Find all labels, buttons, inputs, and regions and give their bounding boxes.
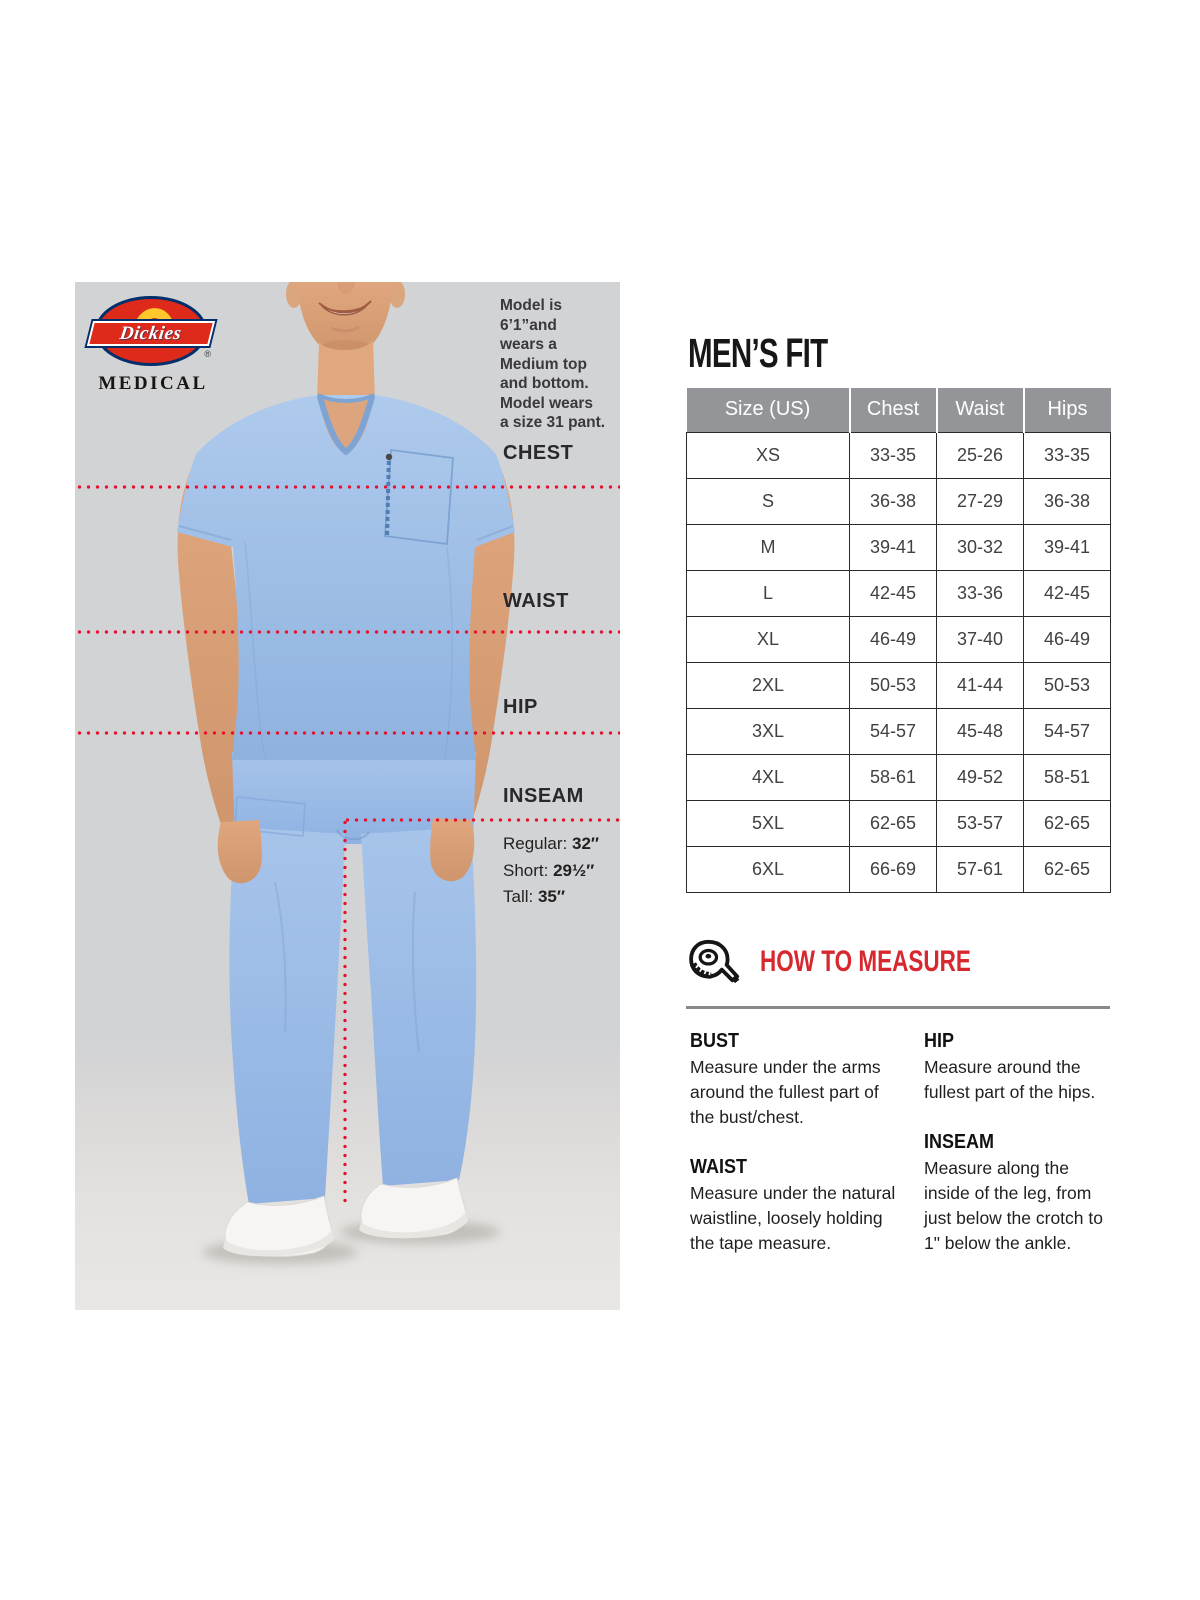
measurement-cell: 50-53 — [1024, 662, 1111, 708]
size-cell: 4XL — [687, 754, 850, 800]
measurement-cell: 30-32 — [937, 524, 1024, 570]
waist-label: WAIST — [503, 590, 569, 612]
brand-block — [95, 296, 211, 395]
inseam-vertical-dotted-line — [343, 818, 347, 1206]
model-note-line: Model wears — [500, 394, 594, 412]
inseam-length-options — [503, 831, 599, 911]
chest-dotted-line — [75, 485, 620, 489]
size-cell: 6XL — [687, 846, 850, 892]
size-table-body — [687, 432, 1111, 892]
measurement-cell: 33-35 — [850, 432, 937, 478]
table-row — [687, 570, 1111, 616]
measure-description: Measure under the arms around the fullest part of the bust/chest. — [690, 1057, 881, 1127]
model-photo-panel — [75, 282, 620, 1310]
measurement-cell: 62-65 — [1024, 846, 1111, 892]
measurement-cell: 46-49 — [850, 616, 937, 662]
table-row — [687, 616, 1111, 662]
measurement-cell: 27-29 — [937, 478, 1024, 524]
table-row — [687, 478, 1111, 524]
waist-dotted-line — [75, 630, 620, 634]
measure-term: BUST — [690, 1030, 740, 1052]
table-row — [687, 754, 1111, 800]
measurement-cell: 33-36 — [937, 570, 1024, 616]
inseam-label: INSEAM — [503, 785, 584, 807]
measurement-cell: 53-57 — [937, 800, 1024, 846]
column-header: Waist — [937, 388, 1024, 432]
model-note-line: wears a — [500, 336, 557, 353]
measure-instruction — [690, 1156, 920, 1256]
logo-banner — [87, 321, 215, 346]
model-note-line: Model is — [500, 297, 563, 314]
size-cell: XL — [687, 616, 850, 662]
size-table — [686, 388, 1111, 893]
measurement-cell: 46-49 — [1024, 616, 1111, 662]
size-cell: S — [687, 478, 850, 524]
size-cell: 2XL — [687, 662, 850, 708]
table-row — [687, 524, 1111, 570]
table-row — [687, 708, 1111, 754]
measurement-cell: 39-41 — [1024, 524, 1111, 570]
inseam-option: Regular: 32″ — [503, 834, 600, 853]
measure-term: WAIST — [690, 1156, 748, 1178]
section-divider — [686, 1006, 1110, 1009]
measurement-cell: 39-41 — [850, 524, 937, 570]
model-note-line: 6’1”and — [500, 316, 557, 334]
measure-instruction — [924, 1030, 1114, 1105]
measure-term: HIP — [924, 1030, 955, 1052]
model-note-line: and bottom. — [500, 375, 589, 392]
hip-label: HIP — [503, 696, 538, 718]
measurement-cell: 62-65 — [1024, 800, 1111, 846]
measure-instruction — [924, 1131, 1114, 1256]
size-table-header — [687, 388, 1111, 432]
measurement-cell: 50-53 — [850, 662, 937, 708]
hip-dotted-line — [75, 731, 620, 735]
measurement-cell: 25-26 — [937, 432, 1024, 478]
measure-description: Measure along the inside of the leg, from just below the crotch to 1" below the ankle. — [924, 1158, 1103, 1253]
measurement-cell: 58-61 — [850, 754, 937, 800]
table-row — [687, 800, 1111, 846]
measure-term: INSEAM — [924, 1131, 995, 1153]
measurement-cell: 36-38 — [1024, 478, 1111, 524]
model-note-line: a size 31 pant. — [500, 414, 606, 431]
measure-column-right — [924, 1030, 1114, 1282]
how-to-measure-header — [688, 938, 1041, 986]
measurement-cell: 58-51 — [1024, 754, 1111, 800]
size-cell: M — [687, 524, 850, 570]
chest-label: CHEST — [503, 442, 574, 464]
measurement-cell: 36-38 — [850, 478, 937, 524]
size-cell: 3XL — [687, 708, 850, 754]
measurement-cell: 49-52 — [937, 754, 1024, 800]
measurement-cell: 33-35 — [1024, 432, 1111, 478]
logo-wordmark: Dickies — [118, 322, 184, 344]
measurement-cell: 45-48 — [937, 708, 1024, 754]
column-header: Hips — [1024, 388, 1111, 432]
measurement-cell: 57-61 — [937, 846, 1024, 892]
fit-panel-title: MEN’S FIT — [688, 330, 828, 376]
size-cell: 5XL — [687, 800, 850, 846]
measurement-cell: 42-45 — [1024, 570, 1111, 616]
table-row — [687, 846, 1111, 892]
size-cell: L — [687, 570, 850, 616]
column-header: Chest — [850, 388, 937, 432]
registered-trademark: ® — [204, 349, 211, 359]
measurement-cell: 54-57 — [1024, 708, 1111, 754]
brand-division-label: MEDICAL — [98, 373, 208, 394]
table-row — [687, 662, 1111, 708]
measure-description: Measure around the fullest part of the hips. — [924, 1057, 1096, 1102]
tape-measure-icon — [688, 938, 746, 986]
table-row — [687, 432, 1111, 478]
size-cell: XS — [687, 432, 850, 478]
model-note-line: Medium top — [500, 355, 587, 373]
inseam-option: Short: 29½″ — [503, 860, 595, 880]
measure-column-left — [690, 1030, 920, 1282]
dickies-logo — [95, 296, 211, 366]
inseam-dotted-line — [343, 818, 620, 822]
measurement-cell: 41-44 — [937, 662, 1024, 708]
measure-instruction — [690, 1030, 920, 1130]
model-note — [500, 296, 615, 433]
column-header: Size (US) — [687, 388, 850, 432]
measurement-cell: 62-65 — [850, 800, 937, 846]
measurement-cell: 66-69 — [850, 846, 937, 892]
measurement-cell: 42-45 — [850, 570, 937, 616]
inseam-option: Tall: 35″ — [503, 887, 566, 906]
measure-description: Measure under the natural waistline, loosely holding the tape measure. — [690, 1183, 896, 1253]
measurement-cell: 37-40 — [937, 616, 1024, 662]
how-to-measure-columns — [690, 1030, 1114, 1282]
how-to-measure-title: HOW TO MEASURE — [760, 945, 971, 978]
measurement-cell: 54-57 — [850, 708, 937, 754]
